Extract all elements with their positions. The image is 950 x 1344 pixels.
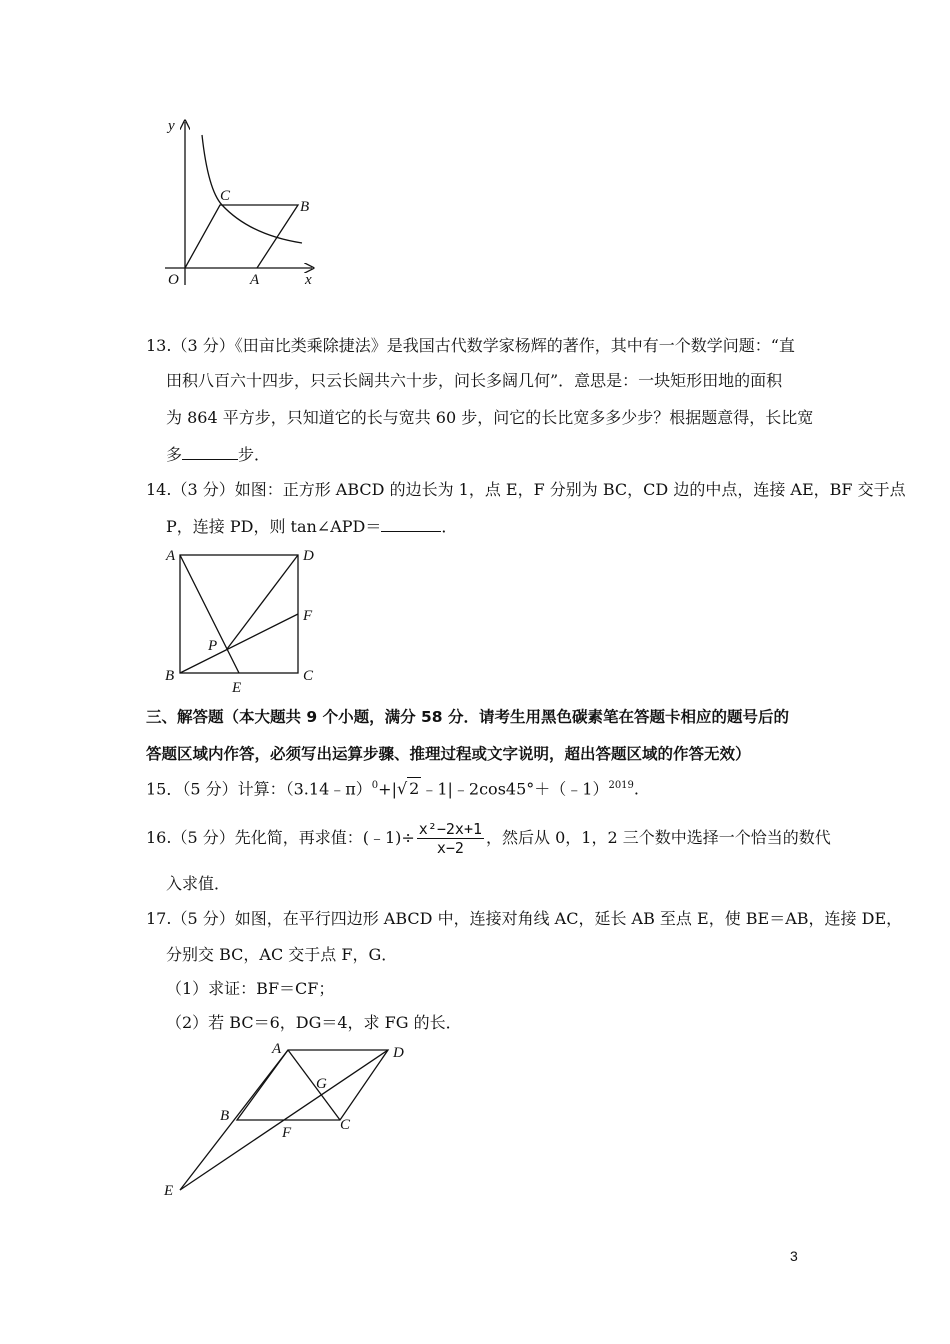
label-F: F [303, 608, 313, 624]
label-F: F [282, 1125, 292, 1141]
label-B: B [165, 668, 175, 684]
q17-line-1: 17.（5 分）如图，在平行四边形 ABCD 中，连接对角线 AC，延长 AB 至点 E，使 BE＝AB，连接 DE， [146, 909, 903, 928]
page-number: 3 [790, 1248, 798, 1264]
label-D: D [393, 1045, 404, 1061]
hyperbola-curve [202, 135, 302, 243]
q16-fraction [417, 820, 484, 857]
q16-line-2: 入求值． [166, 874, 231, 893]
q15-prefix: 15．（5 分）计算：（3.14﹣π） [146, 779, 372, 799]
q13-line-4-post: 步． [238, 445, 271, 464]
label-A: A [250, 272, 260, 288]
q14-line-2-post: ． [441, 517, 458, 536]
q17-line-2: 分别交 BC，AC 交于点 F，G． [166, 945, 398, 964]
q17-parallelogram-figure [160, 1035, 420, 1205]
label-C: C [340, 1117, 351, 1133]
label-x: x [305, 272, 312, 288]
q17-sub-1: （1）求证：BF＝CF； [166, 979, 335, 998]
label-E: E [232, 680, 242, 695]
q13-line-4-pre: 多 [166, 445, 183, 464]
segment-ae [180, 555, 239, 673]
q15-exponent-0: 0 [371, 780, 379, 791]
label-A: A [272, 1041, 282, 1057]
label-C: C [303, 668, 314, 684]
parallelogram-abcd [237, 1050, 388, 1120]
section-3-heading-line-1: 三、解答题（本大题共 9 个小题，满分 58 分．请考生用黑色碳素笔在答题卡相应的题号后的 [146, 708, 789, 726]
q15-exponent-2019: 2019 [608, 780, 634, 791]
q13-line-2: 田积八百六十四步，只云长阔共六十步，问长多阔几何”．意思是：一块矩形田地的面积 [166, 371, 783, 390]
square-abcd [180, 555, 298, 673]
q16-denominator: x−2 [436, 839, 464, 857]
q17-sub-2: （2）若 BC＝6，DG＝4，求 FG 的长． [166, 1013, 462, 1032]
q15-rest: ﹣1|﹣2cos45°＋（﹣1） [421, 779, 609, 799]
label-O: O [168, 272, 179, 288]
q14-line-2-pre: P，连接 PD，则 tan∠APD＝ [166, 517, 382, 536]
label-P: P [208, 638, 218, 654]
q14-line-2 [166, 515, 457, 538]
label-D: D [303, 548, 314, 564]
q13-answer-blank[interactable] [182, 443, 238, 460]
q16-prefix: 16.（5 分）先化简，再求值：(﹣1)÷ [146, 828, 415, 847]
q16-line-1 [146, 818, 831, 858]
q14-line-1: 14.（3 分）如图：正方形 ABCD 的边长为 1，点 E，F 分别为 BC，CD 边的中点，连接 AE，BF 交于点 [146, 480, 906, 499]
q16-suffix: ，然后从 0，1，2 三个数中选择一个恰当的数代 [486, 828, 831, 847]
q15-sqrt: √ 2 [396, 779, 420, 799]
segment-bf [180, 614, 298, 673]
q14-square-figure [160, 540, 330, 695]
q14-answer-blank[interactable] [381, 515, 441, 532]
q15-line [146, 775, 639, 800]
parallelogram-ocba [185, 205, 298, 268]
q15-end: . [633, 779, 639, 799]
q13-line-4 [166, 443, 270, 466]
diagonal-ac [288, 1050, 340, 1120]
label-B: B [220, 1108, 230, 1124]
label-E: E [164, 1183, 174, 1199]
q13-line-3: 为 864 平方步，只知道它的长与宽共 60 步，问它的长比宽多多少步？根据题意得，长比宽 [166, 408, 814, 427]
q16-numerator: x²−2x+1 [418, 820, 483, 838]
q15-abs-open: +| [378, 779, 397, 799]
label-B: B [300, 199, 310, 215]
segment-pd [227, 555, 298, 649]
label-C: C [220, 188, 231, 204]
q13-line-1: 13.（3 分）《田亩比类乘除捷法》是我国古代数学家杨辉的著作，其中有一个数学问题：“直 [146, 336, 795, 355]
section-3-heading-line-2: 答题区域内作答，必须写出运算步骤、推理过程或文字说明，超出答题区域的作答无效） [146, 745, 751, 763]
segment-de [180, 1050, 388, 1190]
label-y: y [168, 118, 175, 134]
label-A: A [166, 548, 176, 564]
label-G: G [316, 1076, 327, 1092]
q12-coordinate-figure [150, 110, 330, 295]
